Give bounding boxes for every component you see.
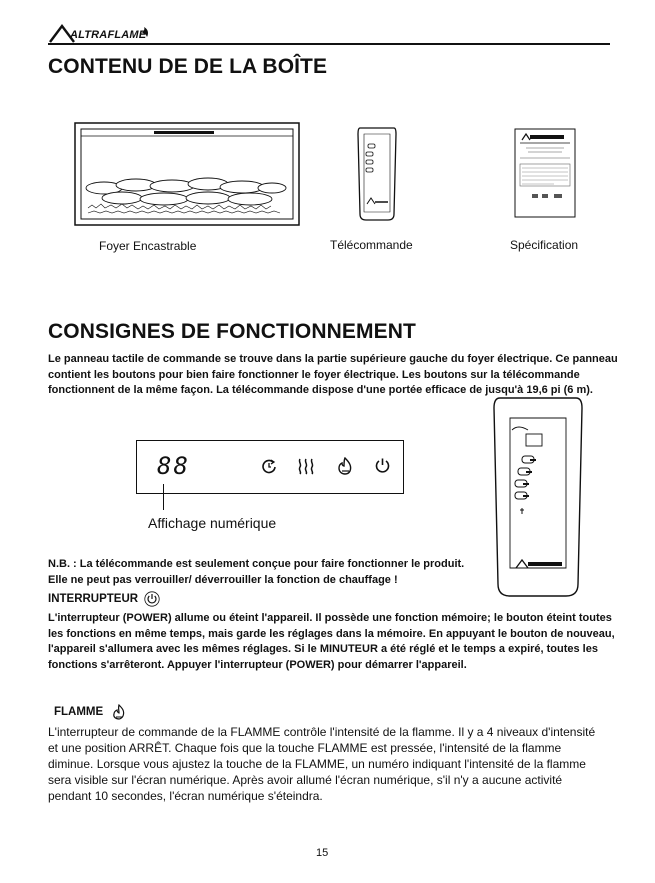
remote-icon [356,126,398,222]
header-rule [48,43,610,45]
heat-button-icon [297,457,315,475]
remote-note: N.B. : La télécommande est seulement conçue pour faire fonctionner le produit. Elle ne peut pas verrouiller/ déverrouiller la fonction de chauffage ! [48,558,465,586]
page-number: 15 [316,847,329,859]
box-contents-title: CONTENU DE DE LA BOÎTE [48,55,328,78]
manual-icon [514,128,576,218]
power-button-icon [374,457,391,474]
item-label-remote: Télécommande [330,238,413,252]
flame-paragraph: L'interrupteur de commande de la FLAMME contrôle l'intensité de la flamme. Il y a 4 niveaux d'intensité et une position ARRÊT. Chaque fois que la touche FLAMME est pressée, l'intensité de la flamme diminue. Lorsque vous ajustez la touche de la FLAMME, un numéro indiquant l'intensité de la flamme sera visible sur l'écran numérique. Après avoir allumé l'écran numérique, s'il n'y a aucune activité pendant 10 secondes, l'écran numérique s'éteindra. [48,725,596,803]
fireplace-icon [74,122,300,226]
power-title: INTERRUPTEUR [48,593,139,605]
flame-button-icon [336,457,354,475]
digital-display: 88 [157,452,190,480]
flame-heading [54,704,127,720]
item-label-spec: Spécification [510,238,579,252]
item-label-fireplace: Foyer Encastrable [99,239,197,253]
remote-large-icon [492,396,584,598]
control-panel [136,440,404,494]
power-paragraph: L'interrupteur (POWER) allume ou éteint l'appareil. Il possède une fonction mémoire; le bouton éteint toutes les fonctions en même temps, mais garde les réglages dans la mémoire. En appuyant le bouton de nouveau, l'appareil s'allumera avec les mêmes réglages. Si le MINUTEUR a été réglé et le temps a expiré, toutes les fonctions s'arrêteront. Appuyer l'interrupteur (POWER) pour démarrer l'appareil. [48,612,615,671]
display-pointer-line [163,484,164,510]
timer-button-icon [261,458,277,474]
display-label: Affichage numérique [148,515,277,531]
brand-logo-text: ALTRAFLAME [70,29,147,41]
flame-icon [111,704,127,720]
flame-title: FLAMME [54,706,104,718]
power-icon [144,591,160,607]
operating-instructions-title: CONSIGNES DE FONCTIONNEMENT [48,320,416,343]
intro-paragraph: Le panneau tactile de commande se trouve dans la partie supérieure gauche du foyer électrique. Ce panneau contient les boutons pour bien faire fonctionner le foyer électrique. Les boutons sur la télécommande fonctionnent de la même façon. La télécommande dispose d'une portée efficace de jusqu'à 19,6 pi (6 m). [48,353,618,396]
power-heading [48,591,160,607]
